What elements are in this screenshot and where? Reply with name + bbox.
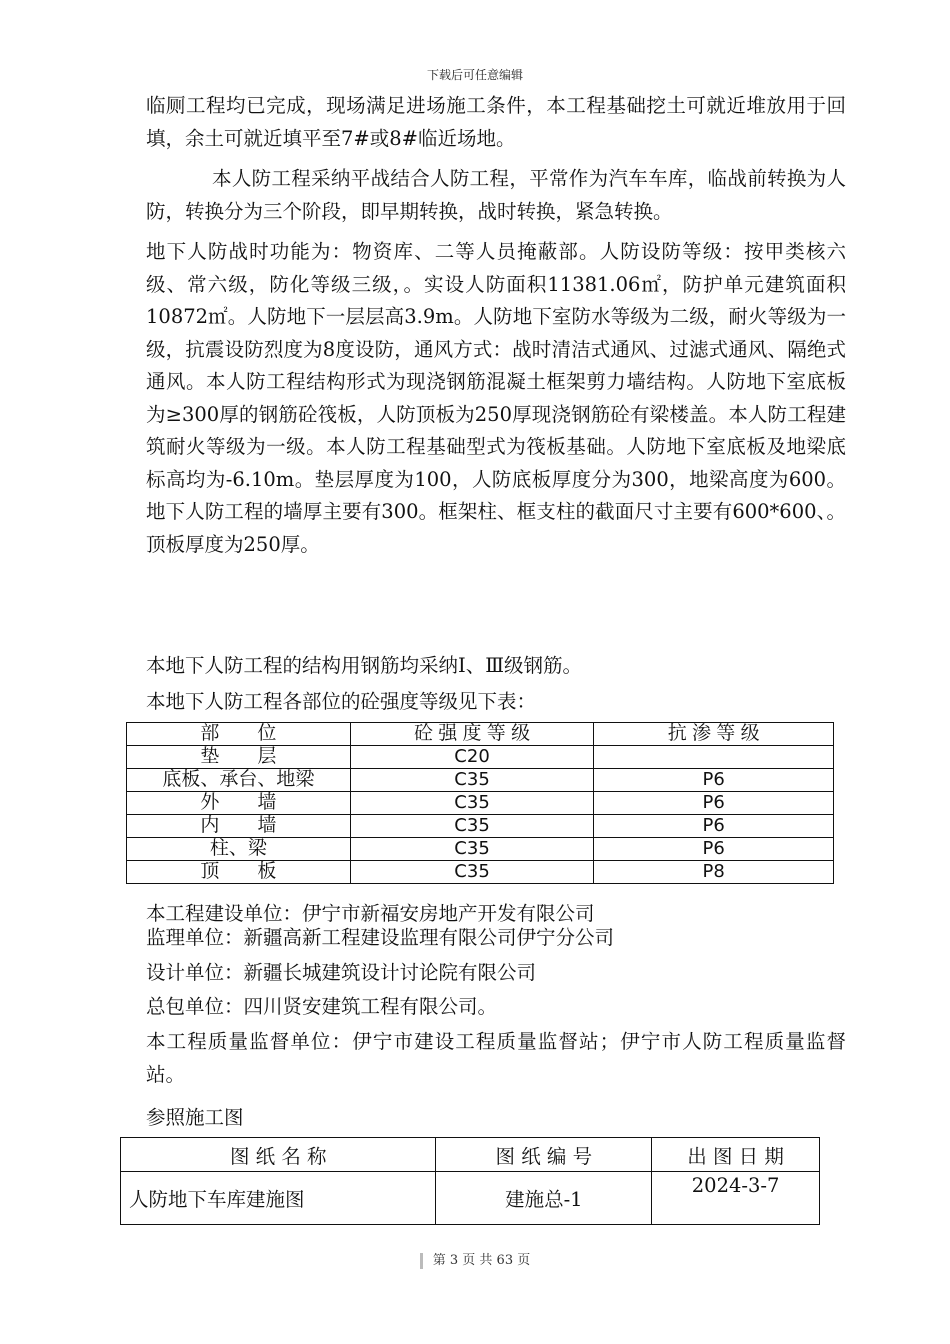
footer-divider [420,1253,423,1269]
table-row [121,1172,820,1225]
paragraph-project-type: 本人防工程采纳平战结合人防工程，平常作为汽车车库，临战前转换为人防，转换分为三个阶段，即早期转换，战时转换，紧急转换。 [146,167,846,223]
page-footer [0,1249,950,1269]
paragraph-site-conditions: 临厕工程均已完成，现场满足进场施工条件，本工程基础挖土可就近堆放用于回填，余土可就近填平至7#或8#临近场地。 [146,94,846,150]
header-cell: 部 位 [127,723,351,746]
page-number: 第 3 页 共 63 页 [432,1253,531,1268]
concrete-grade-table [126,722,834,884]
header-cell: 抗 渗 等 级 [594,723,834,746]
part-cell: 垫 层 [127,746,351,769]
designer-unit: 设计单位：新疆长城建筑设计讨论院有限公司 [146,961,537,984]
strength-cell: C35 [350,792,594,815]
paragraph-project-details: 地下人防战时功能为：物资库、二等人员掩蔽部。人防设防等级：按甲类核六级、常六级，防化等级三级，。实设人防面积11381.06㎡，防护单元建筑面积10872㎡。人防地下一层层高3.9m。人防地下室防水等级为二级，耐火等级为一级，抗震设防烈度为8度设防，通风方式：战时清洁式通风、过滤式通风、隔绝式通风。本人防工程结构形式为现浇钢筋混凝土框架剪力墙结构。人防地下室底板为≥300厚的钢筋砼筏板，人防顶板为250厚现浇钢筋砼有梁楼盖。本人防工程建筑耐火等级为一级。本人防工程基础型式为筏板基础。人防地下室底板及地梁底标高均为-6.10m。垫层厚度为100，人防底板厚度分为300，地梁高度为600。地下人防工程的墙厚主要有300。框架柱、框支柱的截面尺寸主要有600*600、。顶板厚度为250厚。 [146,240,846,556]
strength-cell: C35 [350,815,594,838]
drawing-name-cell: 人防地下车库建施图 [121,1172,436,1225]
contractor-unit: 总包单位：四川贤安建筑工程有限公司。 [146,995,498,1018]
part-cell: 外 墙 [127,792,351,815]
impermeability-cell: P8 [594,861,834,884]
part-cell: 内 墙 [127,815,351,838]
impermeability-cell: P6 [594,792,834,815]
drawing-date-cell: 2024-3-7 [652,1172,820,1225]
table-row [127,815,834,838]
table-header-row [121,1138,820,1172]
strength-cell: C35 [350,861,594,884]
impermeability-cell [594,746,834,769]
impermeability-cell: P6 [594,769,834,792]
header-cell: 出 图 日 期 [652,1138,820,1172]
strength-cell: C35 [350,769,594,792]
part-cell: 底板、承台、地梁 [127,769,351,792]
owner-unit: 本工程建设单位：伊宁市新福安房地产开发有限公司 [146,902,595,925]
table-row [127,838,834,861]
table-row [127,861,834,884]
strength-cell: C20 [350,746,594,769]
strength-cell: C35 [350,838,594,861]
table-row [127,769,834,792]
header-cell: 图 纸 编 号 [436,1138,652,1172]
header-cell: 图 纸 名 称 [121,1138,436,1172]
paragraph-table-intro: 本地下人防工程各部位的砼强度等级见下表： [146,690,537,713]
paragraph-rebar: 本地下人防工程的结构用钢筋均采纳Ⅰ、Ⅲ级钢筋。 [146,654,583,677]
part-cell: 柱、梁 [127,838,351,861]
impermeability-cell: P6 [594,838,834,861]
reference-drawings-label: 参照施工图 [146,1106,244,1129]
page-header: 下载后可任意编辑 [426,68,523,82]
part-cell: 顶 板 [127,861,351,884]
table-row [127,792,834,815]
drawing-table [120,1137,820,1225]
drawing-number-cell: 建施总-1 [436,1172,652,1225]
impermeability-cell: P6 [594,815,834,838]
table-row [127,746,834,769]
quality-supervision-unit: 本工程质量监督单位：伊宁市建设工程质量监督站；伊宁市人防工程质量监督站。 [146,1030,846,1086]
table-header-row [127,723,834,746]
supervisor-unit: 监理单位：新疆高新工程建设监理有限公司伊宁分公司 [146,926,615,949]
header-cell: 砼 强 度 等 级 [350,723,594,746]
